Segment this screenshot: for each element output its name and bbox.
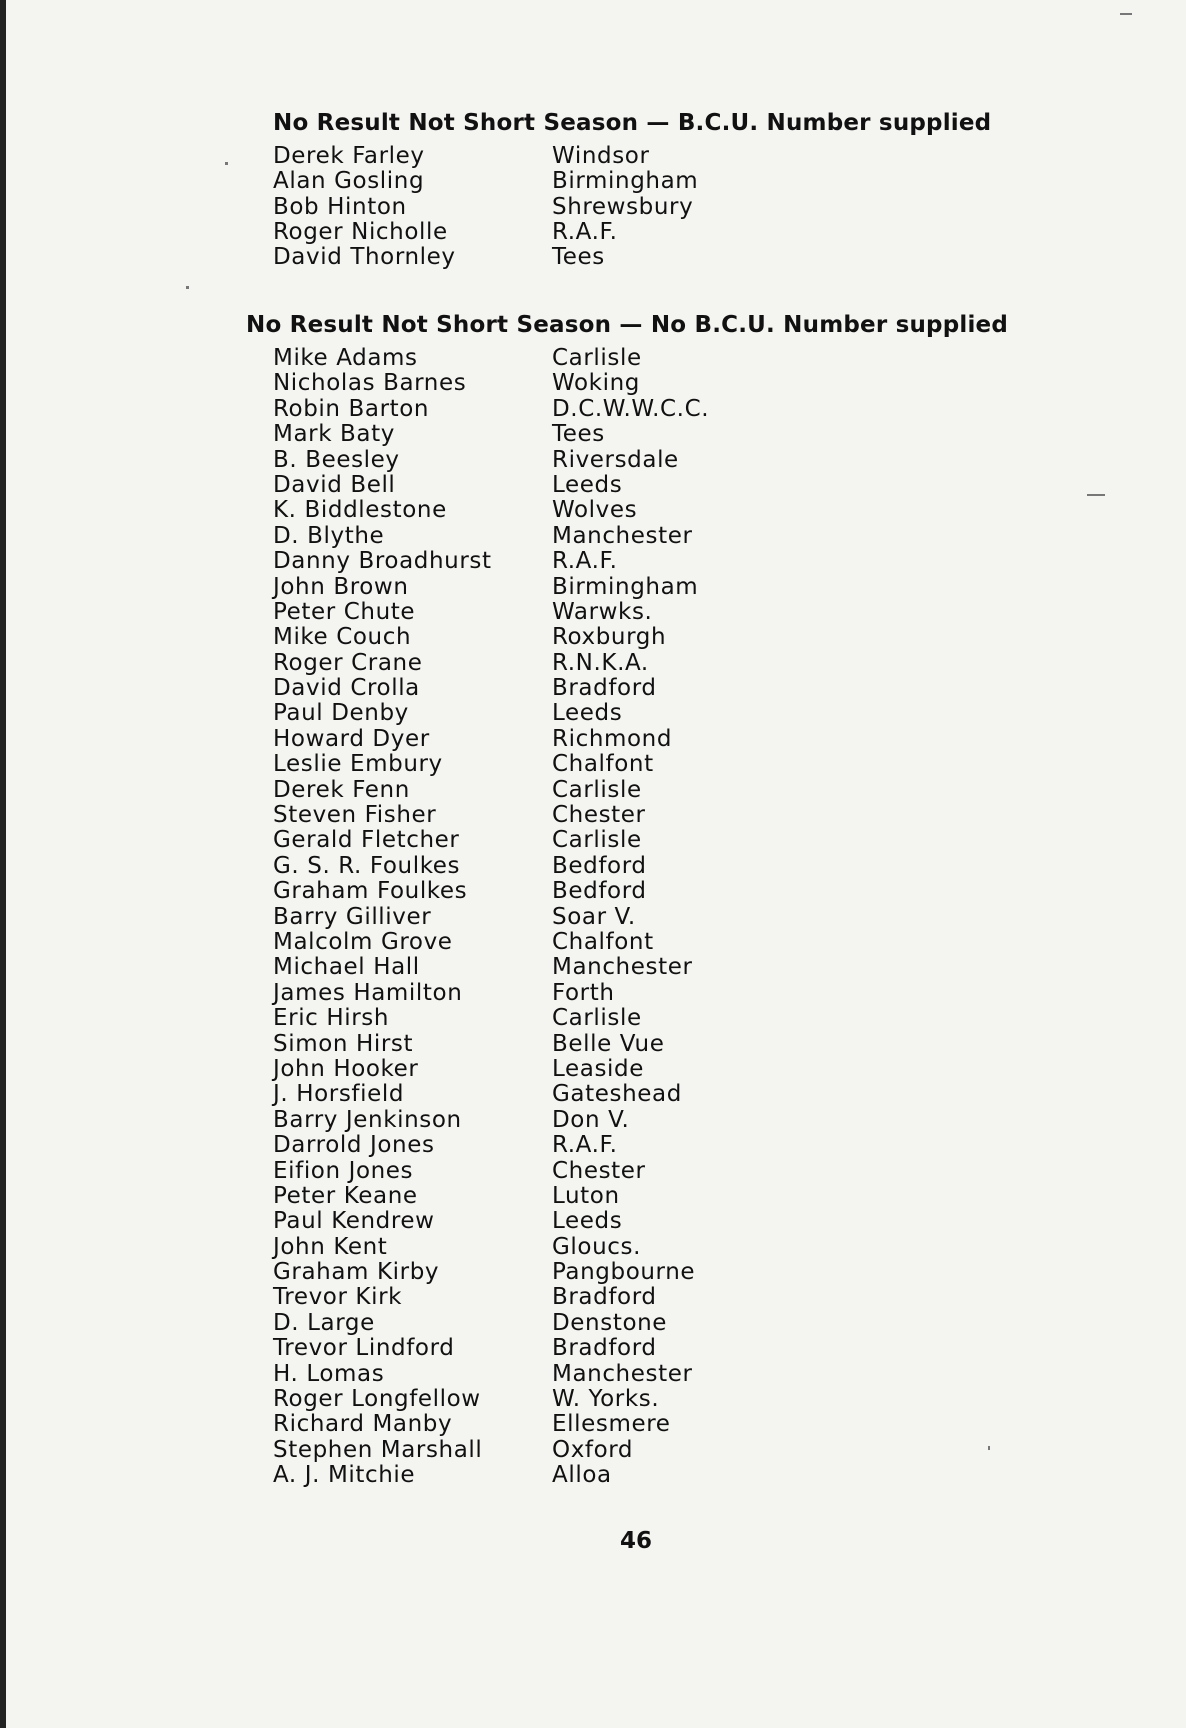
section-heading: No Result Not Short Season — B.C.U. Number supplied: [273, 110, 992, 136]
entry-club: R.A.F.: [552, 1132, 618, 1159]
entry-name: K. Biddlestone: [273, 497, 447, 524]
entry-club: Woking: [552, 370, 640, 397]
list-item: [273, 1235, 1008, 1260]
list-item: [273, 1412, 1008, 1437]
list-item: [273, 245, 991, 270]
entry-name: Mike Couch: [273, 624, 412, 651]
list-item: [273, 371, 1008, 396]
entry-club: Soar V.: [552, 903, 636, 930]
entry-name: David Crolla: [273, 675, 420, 702]
entry-name: Leslie Embury: [273, 751, 443, 778]
scan-speck: [186, 286, 189, 289]
entry-club: Bradford: [552, 1284, 657, 1311]
entry-name: Peter Keane: [273, 1182, 418, 1209]
entry-name: Simon Hirst: [273, 1030, 414, 1057]
entry-club: Roxburgh: [552, 624, 667, 651]
entry-name: Barry Jenkinson: [273, 1106, 462, 1133]
entry-club: Bradford: [552, 1335, 657, 1362]
list-item: [273, 727, 1008, 752]
entry-club: Windsor: [552, 143, 650, 169]
entry-club: Leaside: [552, 1055, 644, 1082]
entry-name: Stephen Marshall: [273, 1436, 483, 1463]
entry-name: Paul Kendrew: [273, 1208, 435, 1235]
page-left-edge: [0, 0, 6, 1728]
entry-club: Bradford: [552, 675, 657, 702]
list-item: [273, 575, 1008, 600]
entry-name: David Thornley: [273, 244, 456, 271]
list-item: [273, 676, 1008, 701]
entry-name: John Hooker: [273, 1055, 419, 1082]
entry-name: Derek Fenn: [273, 776, 410, 803]
entry-club: R.N.K.A.: [552, 649, 649, 676]
entry-name: Eric Hirsh: [273, 1005, 390, 1032]
entry-club: Carlisle: [552, 1005, 642, 1032]
list-item: [273, 1133, 1008, 1158]
entry-name: Malcolm Grove: [273, 928, 453, 955]
entry-club: Birmingham: [552, 168, 699, 195]
entry-club: Manchester: [552, 522, 693, 549]
entry-club: Denstone: [552, 1309, 668, 1336]
entry-name: Robin Barton: [273, 395, 430, 422]
entry-club: R.A.F.: [552, 548, 618, 575]
entry-name: Nicholas Barnes: [273, 370, 467, 397]
list-item: [273, 195, 991, 220]
entry-name: James Hamilton: [273, 979, 463, 1006]
entry-club: Carlisle: [552, 345, 642, 371]
list-item: [273, 955, 1008, 980]
entry-club: Carlisle: [552, 827, 642, 854]
entry-club: Bedford: [552, 852, 647, 879]
list-item: [273, 448, 1008, 473]
list-item: [273, 144, 991, 169]
entry-name: J. Horsfield: [273, 1081, 405, 1108]
list-item: [273, 1032, 1008, 1057]
entry-name: Alan Gosling: [273, 168, 425, 195]
entry-name: Peter Chute: [273, 598, 416, 625]
entry-name: Eifion Jones: [273, 1157, 414, 1184]
list-item: [273, 1159, 1008, 1184]
entry-name: Trevor Kirk: [273, 1284, 403, 1311]
entry-name: David Bell: [273, 471, 396, 498]
scan-speck: [225, 162, 228, 165]
entry-club: Tees: [552, 421, 605, 448]
list-item: [273, 701, 1008, 726]
page-number: 46: [620, 1528, 653, 1554]
entry-name: Trevor Lindford: [273, 1335, 455, 1362]
list-item: [273, 828, 1008, 853]
entry-name: Roger Crane: [273, 649, 423, 676]
entry-club: Leeds: [552, 1208, 623, 1235]
entry-name: Graham Foulkes: [273, 878, 468, 905]
entry-club: Manchester: [552, 954, 693, 981]
entry-club: Wolves: [552, 497, 638, 524]
entry-name: Michael Hall: [273, 954, 420, 981]
entry-club: Luton: [552, 1182, 620, 1209]
scan-speck: [1087, 494, 1105, 496]
entry-club: Tees: [552, 244, 605, 271]
entry-name: B. Beesley: [273, 446, 400, 473]
list-item: [273, 905, 1008, 930]
section-bcu-number-supplied: [273, 110, 991, 270]
entry-list: [273, 346, 1008, 1489]
entry-club: Manchester: [552, 1360, 693, 1387]
entry-club: Chester: [552, 1157, 646, 1184]
entry-club: Gloucs.: [552, 1233, 642, 1260]
entry-club: Alloa: [552, 1462, 612, 1489]
entry-club: Riversdale: [552, 446, 679, 473]
entry-name: H. Lomas: [273, 1360, 385, 1387]
entry-club: Shrewsbury: [552, 193, 694, 220]
entry-name: John Kent: [273, 1233, 388, 1260]
entry-name: Roger Nicholle: [273, 218, 448, 245]
list-item: [273, 1336, 1008, 1361]
entry-club: Don V.: [552, 1106, 630, 1133]
section-no-bcu-number-supplied: [246, 312, 1008, 1489]
entry-club: Leeds: [552, 700, 623, 727]
entry-name: Mike Adams: [273, 345, 418, 371]
entry-club: Chalfont: [552, 751, 654, 778]
entry-name: G. S. R. Foulkes: [273, 852, 461, 879]
list-item: [273, 549, 1008, 574]
list-item: [273, 1184, 1008, 1209]
entry-list: [273, 144, 991, 270]
entry-name: John Brown: [273, 573, 409, 600]
list-item: [273, 220, 991, 245]
entry-name: Richard Manby: [273, 1411, 453, 1438]
entry-club: Oxford: [552, 1436, 634, 1463]
entry-name: D. Large: [273, 1309, 375, 1336]
list-item: [273, 1311, 1008, 1336]
entry-name: Howard Dyer: [273, 725, 430, 752]
entry-name: A. J. Mitchie: [273, 1462, 416, 1489]
entry-club: Belle Vue: [552, 1030, 665, 1057]
entry-club: Carlisle: [552, 776, 642, 803]
list-item: [273, 524, 1008, 549]
entry-club: Leeds: [552, 471, 623, 498]
entry-name: Derek Farley: [273, 143, 425, 169]
entry-name: Roger Longfellow: [273, 1386, 481, 1413]
entry-name: Danny Broadhurst: [273, 548, 492, 575]
entry-club: Warwks.: [552, 598, 653, 625]
entry-name: Darrold Jones: [273, 1132, 435, 1159]
list-item: [273, 1260, 1008, 1285]
entry-name: Steven Fisher: [273, 802, 437, 829]
entry-club: W. Yorks.: [552, 1386, 660, 1413]
list-item: [273, 879, 1008, 904]
entry-name: Paul Denby: [273, 700, 409, 727]
list-item: [273, 778, 1008, 803]
section-heading: No Result Not Short Season — No B.C.U. Number supplied: [246, 312, 1009, 338]
list-item: [273, 651, 1008, 676]
entry-name: Mark Baty: [273, 421, 395, 448]
list-item: [273, 625, 1008, 650]
entry-name: Gerald Fletcher: [273, 827, 460, 854]
entry-name: Bob Hinton: [273, 193, 407, 220]
entry-club: Birmingham: [552, 573, 699, 600]
entry-club: Chester: [552, 802, 646, 829]
entry-club: Richmond: [552, 725, 673, 752]
list-item: [273, 981, 1008, 1006]
list-item: [273, 1438, 1008, 1463]
list-item: [273, 1108, 1008, 1133]
entry-club: Ellesmere: [552, 1411, 671, 1438]
list-item: [273, 930, 1008, 955]
list-item: [273, 473, 1008, 498]
list-item: [273, 803, 1008, 828]
list-item: [273, 854, 1008, 879]
entry-club: Gateshead: [552, 1081, 682, 1108]
list-item: [273, 498, 1008, 523]
entry-name: Barry Gilliver: [273, 903, 432, 930]
entry-name: D. Blythe: [273, 522, 385, 549]
list-item: [273, 169, 991, 194]
entry-name: Graham Kirby: [273, 1259, 440, 1286]
list-item: [273, 346, 1008, 371]
scan-speck: [1120, 13, 1132, 15]
entry-club: D.C.W.W.C.C.: [552, 395, 710, 422]
entry-club: R.A.F.: [552, 218, 618, 245]
list-item: [273, 1362, 1008, 1387]
list-item: [273, 1057, 1008, 1082]
list-item: [273, 1387, 1008, 1412]
list-item: [273, 752, 1008, 777]
list-item: [273, 1209, 1008, 1234]
list-item: [273, 1285, 1008, 1310]
entry-club: Bedford: [552, 878, 647, 905]
list-item: [273, 397, 1008, 422]
entry-club: Forth: [552, 979, 615, 1006]
list-item: [273, 422, 1008, 447]
entry-club: Pangbourne: [552, 1259, 696, 1286]
list-item: [273, 1006, 1008, 1031]
entry-club: Chalfont: [552, 928, 654, 955]
list-item: [273, 1463, 1008, 1488]
list-item: [273, 600, 1008, 625]
list-item: [273, 1082, 1008, 1107]
